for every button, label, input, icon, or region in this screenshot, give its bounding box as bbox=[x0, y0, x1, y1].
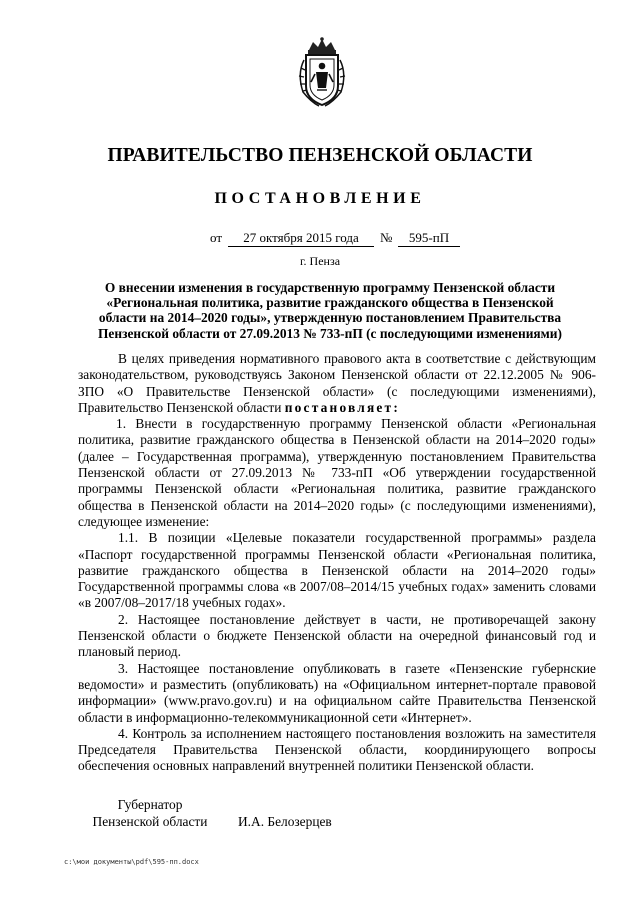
paragraph-1-1: 1.1. В позиции «Целевые показатели государственной программы» раздела «Паспорт государственной программы Пензенской области «Региональная политика, развитие гражданского общества в Пензенской области на 2014–2020 годы» Государственной программы слова «в 2007/08–2014/15 учебных годах» заменить словами «в 2007/08–2017/18 учебных годах». bbox=[78, 530, 596, 611]
date-prefix: от bbox=[210, 230, 223, 245]
document-date: 27 октября 2015 года bbox=[228, 230, 374, 247]
document-subject bbox=[60, 280, 600, 341]
paragraph-1: 1. Внести в государственную программу Пензенской области «Региональная политика, развитие гражданского общества в Пензенской области на 2014–2020 годы» (далее – Государственная программа), утвержденную постановлением Правительства Пензенской области от 27.09.2013 № 733-пП «Об утверждении государственной программы Пензенской области «Региональная политика, развитие гражданского общества в Пензенской области на 2014–2020 годы» (с последующими изменениями), следующее изменение: bbox=[78, 416, 596, 529]
document-body bbox=[78, 351, 596, 775]
city: г. Пенза bbox=[299, 254, 341, 268]
resolves-word: постановляет: bbox=[284, 399, 400, 415]
paragraph-3: 3. Настоящее постановление опубликовать в газете «Пензенские губернские ведомости» и разместить (опубликовать) на «Официальном интернет-портале правовой информации» (www.pravo.gov.ru) и на официальном сайте Правительства Пензенской области в информационно-телекоммуникационной сети «Интернет». bbox=[78, 660, 596, 725]
position-line: Губернатор bbox=[117, 797, 183, 812]
subject-line: Пензенской области от 27.09.2013 № 733-пП (с последующими изменениями) bbox=[98, 325, 562, 341]
subject-line: О внесении изменения в государственную программу Пензенской области bbox=[104, 280, 556, 295]
subject-line: «Региональная политика, развитие гражданского общества в Пензенской bbox=[106, 295, 554, 311]
document-number: 595-пП bbox=[398, 230, 460, 247]
signatory-name: И.А. Белозерцев bbox=[238, 814, 332, 829]
preamble-paragraph bbox=[78, 351, 596, 416]
document-type-title: ПОСТАНОВЛЕНИЕ bbox=[214, 190, 426, 207]
paragraph-2: 2. Настоящее постановление действует в части, не противоречащей закону Пензенской области о бюджете Пензенской области на очередной финансовый год и плановый период. bbox=[78, 611, 596, 660]
subject-line: области на 2014–2020 годы», утвержденную постановлением Правительства bbox=[98, 310, 562, 326]
coat-of-arms-emblem bbox=[293, 36, 351, 108]
position-line: Пензенской области bbox=[92, 814, 208, 829]
paragraph-4: 4. Контроль за исполнением настоящего постановления возложить на заместителя Председателя Правительства Пензенской области, координирующего вопросы обеспечения основных направлений внутренней политики Пензенской области. bbox=[78, 725, 596, 774]
government-title: ПРАВИТЕЛЬСТВО ПЕНЗЕНСКОЙ ОБЛАСТИ bbox=[107, 145, 533, 166]
preamble-text: В целях приведения нормативного правового акта в соответствие с действующим законодательством, руководствуясь Законом Пензенской области от 22.12.2005 № 906-ЗПО «О Правительстве Пензенской области» (с последующими изменениями), Правительство Пензенской области bbox=[78, 351, 596, 415]
signatory-position bbox=[80, 796, 220, 830]
file-path-footer: c:\мои документы\pdf\595-пп.docx bbox=[64, 858, 199, 866]
number-prefix: № bbox=[380, 230, 393, 245]
